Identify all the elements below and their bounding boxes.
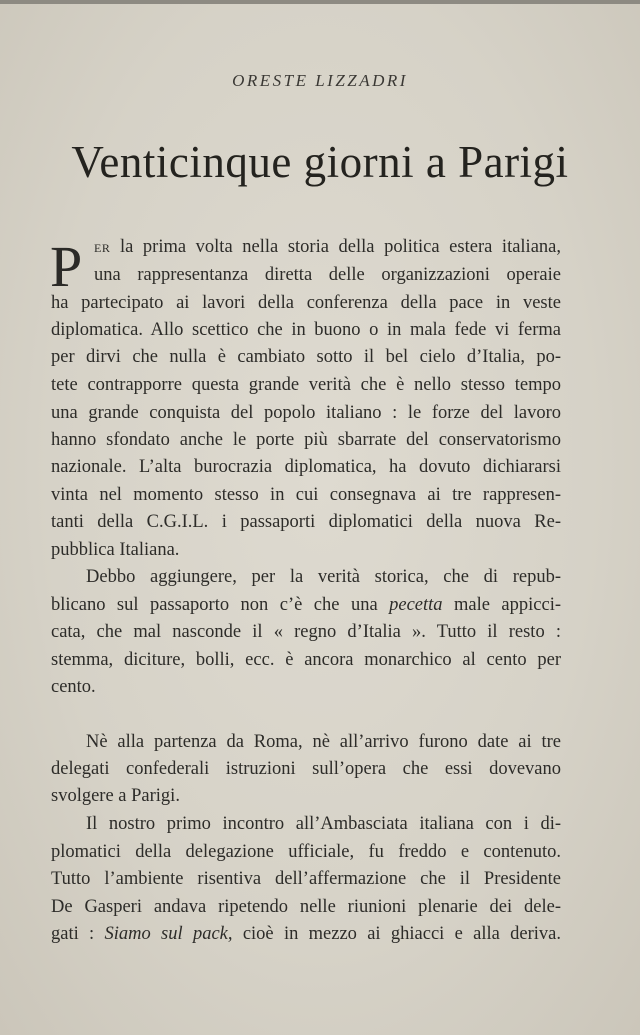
text-line-7: una grande conquista del popolo italiano : le forze del lavoro — [51, 403, 561, 423]
chapter-title: Venticinque giorni a Parigi — [71, 137, 569, 187]
text-line-8: hanno sfondato anche le porte più sbarrate del conservatorismo — [51, 430, 561, 450]
page-top-edge — [0, 0, 640, 4]
text-line-19: delegati confederali istruzioni sull’opera che essi dovevano — [51, 759, 561, 779]
drop-cap: P — [50, 234, 83, 299]
italic-word: pecetta — [389, 595, 443, 615]
text-line-22: plomatici della delegazione ufficiale, fu freddo e contenuto. — [51, 842, 561, 862]
text-line-24: De Gasperi andava ripetendo nelle riunioni plenarie dei dele- — [51, 897, 561, 917]
text-line-1: ER la prima volta nella storia della politica estera italiana, — [94, 237, 561, 257]
text-line-15: cata, che mal nasconde il « regno d’Italia ». Tutto il resto : — [51, 622, 561, 642]
text-line-16: stemma, diciture, bolli, ecc. è ancora monarchico al cento per — [51, 650, 561, 670]
text-line-23: Tutto l’ambiente risentiva dell’affermazione che il Presidente — [51, 869, 561, 889]
text-line-17: cento. — [51, 677, 96, 697]
text-line-12: pubblica Italiana. — [51, 540, 180, 560]
italic-phrase: Siamo sul pack, — [104, 924, 233, 944]
text-line-25: gati : Siamo sul pack, cioè in mezzo ai ghiacci e alla deriva. — [51, 924, 561, 944]
text-line-6: tete contrapporre questa grande verità che è nello stesso tempo — [51, 375, 561, 395]
text-line-3: ha partecipato ai lavori della conferenza della pace in veste — [51, 293, 561, 313]
text-line-20: svolgere a Parigi. — [51, 786, 180, 806]
text-line-21: Il nostro primo incontro all’Ambasciata italiana con i di- — [86, 814, 561, 834]
text-line-13: Debbo aggiungere, per la verità storica, che di repub- — [86, 567, 561, 587]
author-name: ORESTE LIZZADRI — [232, 71, 408, 90]
text-line-11: tanti della C.G.I.L. i passaporti diplomatici della nuova Re- — [51, 512, 561, 532]
smallcaps-text: ER — [94, 241, 111, 255]
text-line-10: vinta nel momento stesso in cui consegnava ai tre rappresen- — [51, 485, 561, 505]
text-line-18: Nè alla partenza da Roma, nè all’arrivo furono date ai tre — [86, 732, 561, 752]
text-line-14: blicano sul passaporto non c’è che una pecetta male appicci- — [51, 595, 561, 615]
text-line-2: una rappresentanza diretta delle organizzazioni operaie — [94, 265, 561, 285]
text-line-4: diplomatica. Allo scettico che in buono o in mala fede vi ferma — [51, 320, 561, 340]
text-line-5: per dirvi che nulla è cambiato sotto il bel cielo d’Italia, po- — [51, 347, 561, 367]
text-line-9: nazionale. L’alta burocrazia diplomatica, ha dovuto dichiararsi — [51, 457, 561, 477]
